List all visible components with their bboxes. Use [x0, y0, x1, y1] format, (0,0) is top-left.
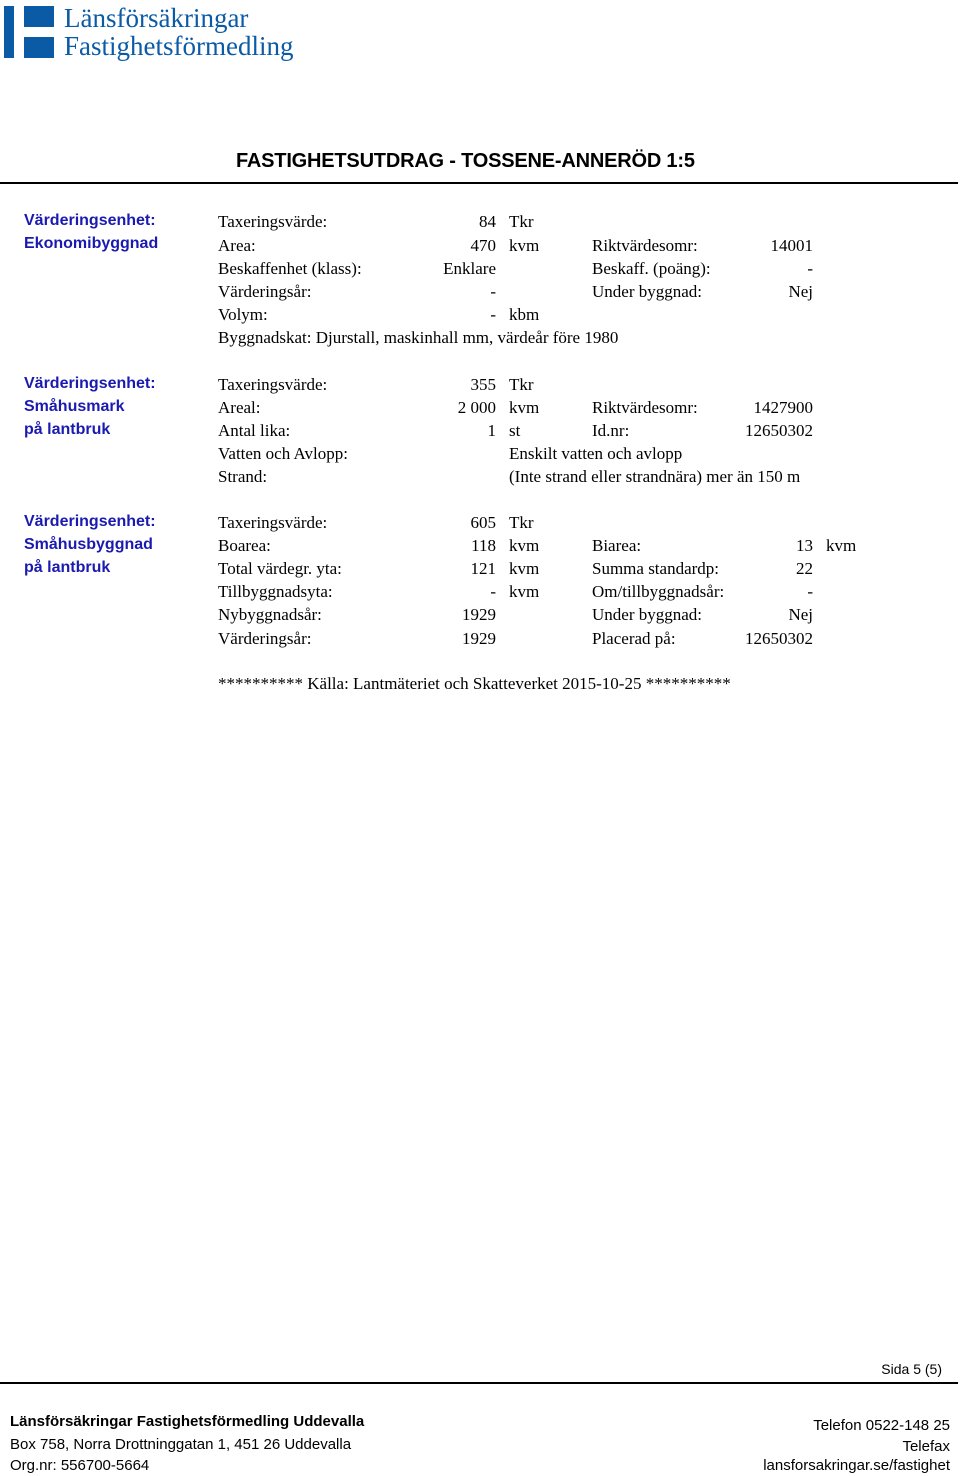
field-unit: kbm: [509, 305, 540, 324]
field-value: 1929: [462, 629, 496, 648]
field-value: Nej: [788, 605, 813, 624]
logo-wordmark: [64, 4, 293, 60]
field-label: Under byggnad:: [592, 605, 703, 624]
document-title: FASTIGHETSUTDRAG - TOSSENE-ANNERÖD 1:5: [236, 150, 695, 172]
section-label: på lantbruk: [24, 559, 111, 576]
field-label: Nybyggnadsår:: [218, 605, 322, 624]
field-label: Boarea:: [218, 536, 271, 555]
field-label: Antal lika:: [218, 421, 291, 440]
field-unit: Tkr: [509, 375, 534, 394]
field-value: 84: [479, 212, 496, 231]
footer-website-link[interactable]: lansforsakringar.se/fastighet: [763, 1457, 950, 1474]
field-value: -: [490, 282, 496, 301]
footer-fax: Telefax: [902, 1438, 950, 1455]
field-label: Taxeringsvärde:: [218, 513, 328, 532]
field-value: -: [807, 582, 813, 601]
field-text: Byggnadskat: Djurstall, maskinhall mm, värdeår före 1980: [218, 328, 619, 347]
section-label: Värderingsenhet:: [24, 375, 156, 392]
logo-line-2: Fastighetsförmedling: [64, 31, 294, 61]
field-unit: Tkr: [509, 212, 534, 231]
field-unit: kvm: [826, 536, 857, 555]
field-value: 13: [796, 536, 813, 555]
field-unit: kvm: [509, 559, 540, 578]
field-label: Vatten och Avlopp:: [218, 444, 348, 463]
logo-line-1: Länsförsäkringar: [64, 3, 249, 33]
field-value: Enskilt vatten och avlopp: [509, 444, 683, 463]
section-label: Värderingsenhet:: [24, 513, 156, 530]
field-value: 12650302: [745, 629, 813, 648]
field-value: 470: [470, 236, 496, 255]
field-label: Id.nr:: [592, 421, 630, 440]
section-label: Värderingsenhet:: [24, 212, 156, 229]
field-value: Enklare: [443, 259, 496, 278]
field-value: 1: [487, 421, 496, 440]
field-value: Nej: [788, 282, 813, 301]
field-label: Area:: [218, 236, 256, 255]
field-label: Placerad på:: [592, 629, 676, 648]
field-value: (Inte strand eller strandnära) mer än 150 m: [509, 467, 801, 486]
section-label: Småhusmark: [24, 398, 125, 415]
title-divider: [0, 182, 958, 184]
field-value: 121: [470, 559, 496, 578]
field-value: 605: [470, 513, 496, 532]
footer-orgnr: Org.nr: 556700-5664: [10, 1457, 150, 1474]
field-label: Volym:: [218, 305, 268, 324]
logo-mark-icon: [4, 6, 54, 58]
field-label: Total värdegr. yta:: [218, 559, 342, 578]
field-label: Värderingsår:: [218, 629, 312, 648]
source-note: ********** Källa: Lantmäteriet och Skatteverket 2015-10-25 **********: [218, 674, 731, 693]
field-label: Areal:: [218, 398, 261, 417]
field-value: 14001: [770, 236, 813, 255]
field-value: 1427900: [753, 398, 813, 417]
section-label: Ekonomibyggnad: [24, 235, 159, 252]
field-label: Beskaff. (poäng):: [592, 259, 711, 278]
field-value: -: [490, 582, 496, 601]
field-value: -: [807, 259, 813, 278]
footer-office: Länsförsäkringar Fastighetsförmedling Uddevalla: [10, 1413, 365, 1430]
field-label: Beskaffenhet (klass):: [218, 259, 362, 278]
field-unit: Tkr: [509, 513, 534, 532]
field-unit: kvm: [509, 582, 540, 601]
field-label: Under byggnad:: [592, 282, 703, 301]
field-unit: kvm: [509, 236, 540, 255]
field-label: Summa standardp:: [592, 559, 720, 578]
section-label: Småhusbyggnad: [24, 536, 153, 553]
page-number: Sida 5 (5): [881, 1361, 942, 1377]
field-value: -: [490, 305, 496, 324]
field-label: Biarea:: [592, 536, 642, 555]
field-label: Riktvärdesomr:: [592, 236, 698, 255]
field-value: 2 000: [457, 398, 496, 417]
field-value: 1929: [462, 605, 496, 624]
field-label: Värderingsår:: [218, 282, 312, 301]
field-label: Riktvärdesomr:: [592, 398, 698, 417]
footer-address: Box 758, Norra Drottninggatan 1, 451 26 Uddevalla: [10, 1436, 352, 1453]
field-unit: kvm: [509, 536, 540, 555]
field-label: Tillbyggnadsyta:: [218, 582, 333, 601]
field-unit: kvm: [509, 398, 540, 417]
field-label: Taxeringsvärde:: [218, 375, 328, 394]
field-unit: st: [509, 421, 521, 440]
field-label: Om/tillbyggnadsår:: [592, 582, 725, 601]
field-label: Taxeringsvärde:: [218, 212, 328, 231]
field-value: 22: [796, 559, 813, 578]
footer-phone: Telefon 0522-148 25: [813, 1417, 950, 1434]
section-label: på lantbruk: [24, 421, 111, 438]
field-label: Strand:: [218, 467, 268, 486]
field-value: 355: [470, 375, 496, 394]
field-value: 118: [471, 536, 496, 555]
field-value: 12650302: [745, 421, 813, 440]
footer-divider: [0, 1382, 958, 1384]
